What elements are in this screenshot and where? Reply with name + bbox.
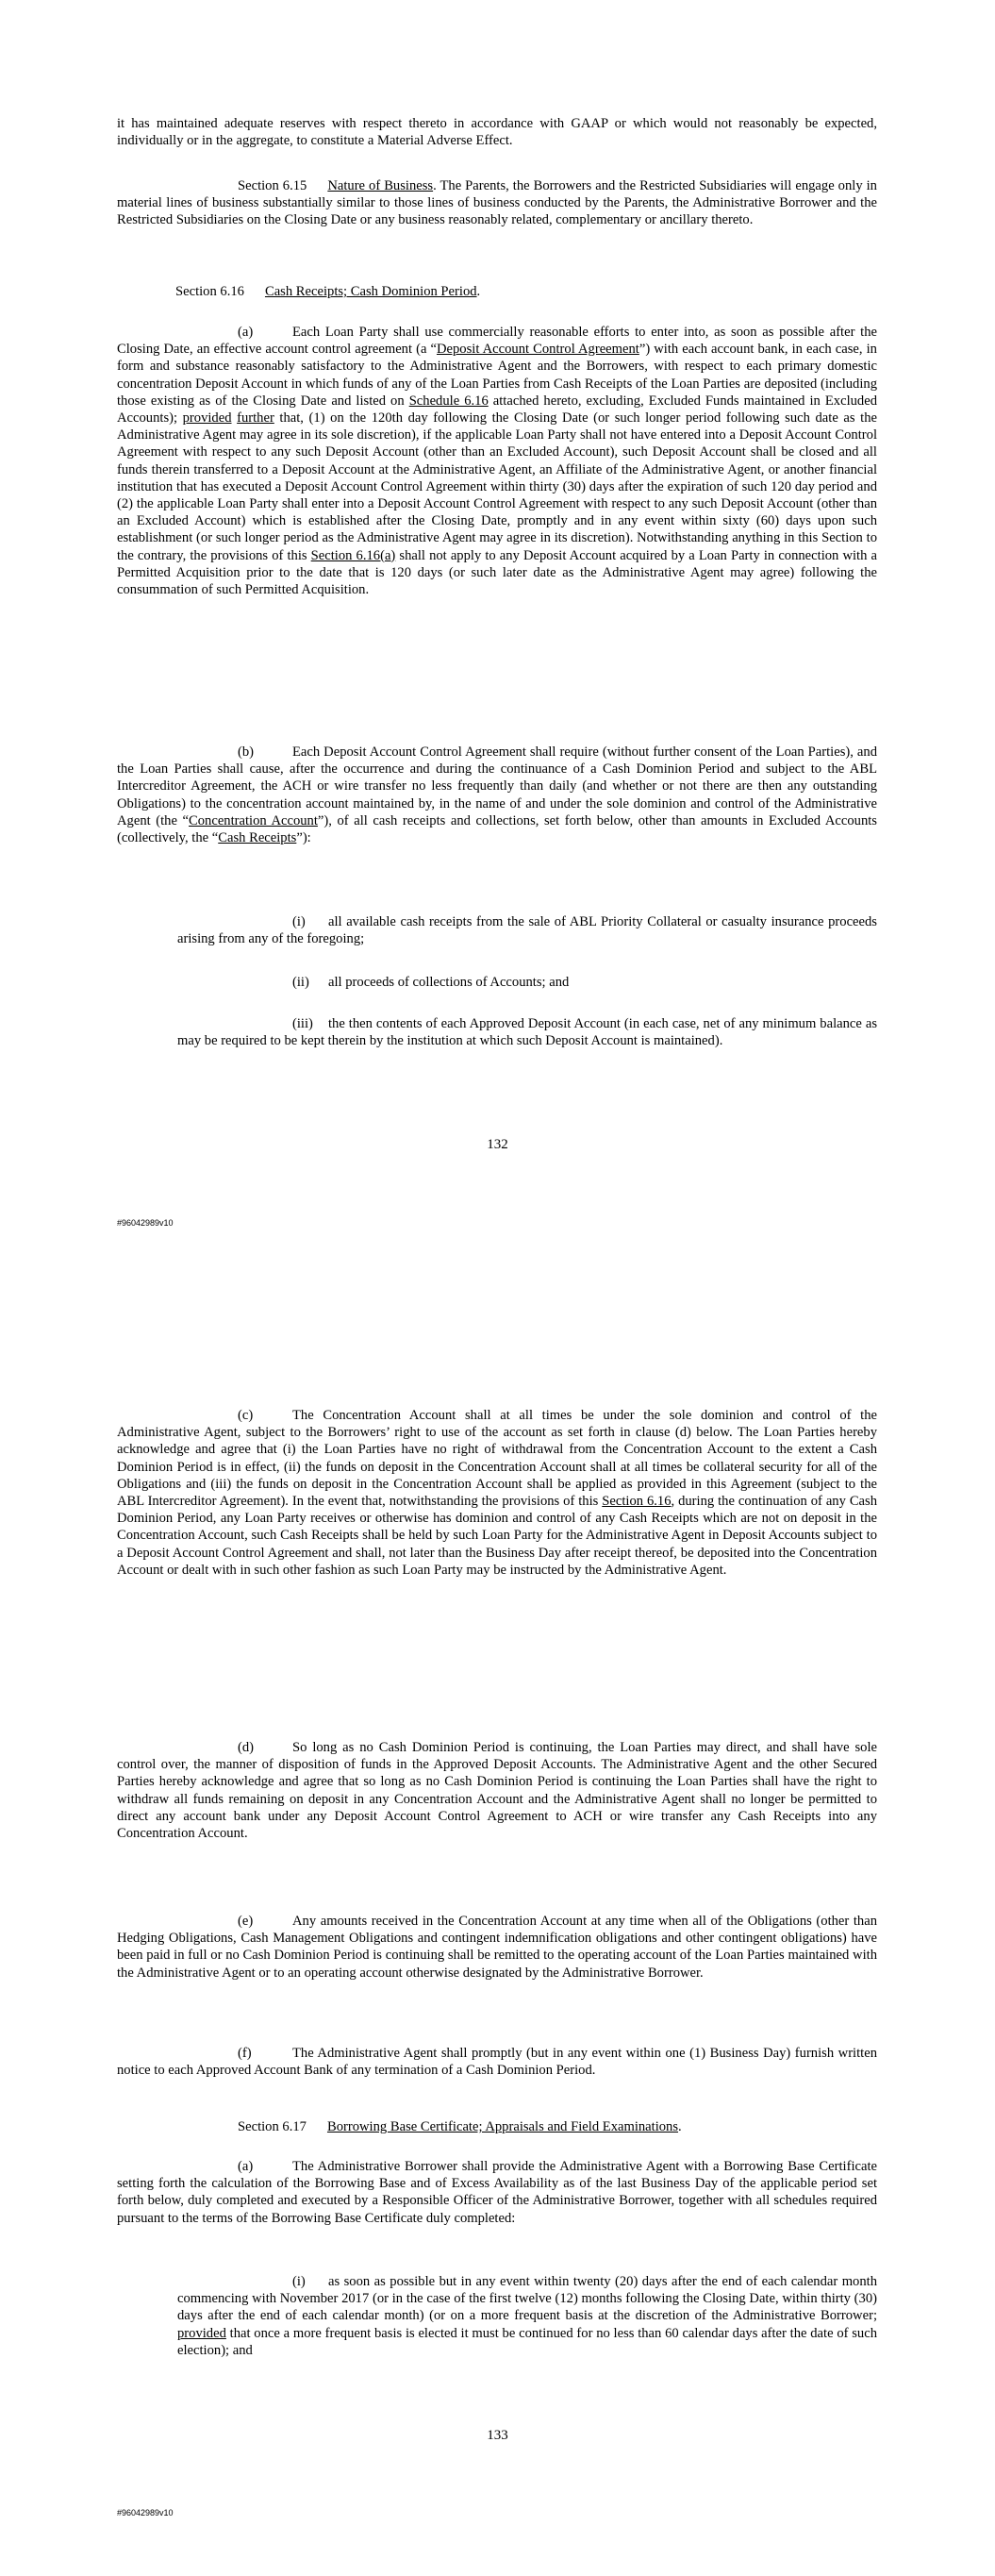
- subclause-marker: (iii): [292, 1016, 313, 1031]
- subclause-b-iii: (iii) the then contents of each Approved Deposit Account (in each case, net of any minimum balance as may be required to be kept therein by the institution at which such Deposit Account is maintained).: [177, 1016, 877, 1049]
- footer-doc-id: #96042989v10: [117, 2508, 174, 2517]
- footer-doc-id: #96042989v10: [117, 1218, 174, 1228]
- defined-term: Concentration Account: [189, 812, 318, 828]
- subclause-marker: (i): [292, 2274, 306, 2289]
- subclause-marker: (i): [292, 914, 306, 929]
- section-6-15: Section 6.15 Nature of Business. The Parents, the Borrowers and the Restricted Subsidiaries will engage only in material lines of business substantially similar to those lines of business conducted by the Parents, the Administrative Borrower and the Restricted Subsidiaries on the Closing Date or any business reasonably related, complementary or ancillary thereto.: [117, 178, 877, 228]
- page-133: [0, 1288, 995, 2576]
- clause-6-17-a: (a) The Administrative Borrower shall provide the Administrative Agent with a Borrowing Base Certificate setting forth the calculation of the Borrowing Base and of Excess Availability as of the last Business Day of the applicable period set forth below, duly completed and executed by a Responsible Officer of the Administrative Borrower, together with all schedules required pursuant to the terms of the Borrowing Base Certificate duly completed:: [117, 2159, 877, 2226]
- section-title: Borrowing Base Certificate; Appraisals and Field Examinations: [326, 2119, 679, 2134]
- page-number: 132: [487, 1137, 508, 1152]
- section-reference: Section 6.16: [602, 1494, 672, 1510]
- schedule-reference: Schedule 6.16: [408, 393, 489, 409]
- paragraph-intro: it has maintained adequate reserves with respect thereto in accordance with GAAP or which would not reasonably be expected, individually or in the aggregate, to constitute a Material Adverse Effect.: [117, 116, 877, 149]
- subclause-marker: (ii): [292, 975, 309, 990]
- clause-6-16-b: (b) Each Deposit Account Control Agreement shall require (without further consent of the Loan Parties), and the Loan Parties shall cause, after the occurrence and during the continuance of a Cash Dominion Period and subject to the ABL Intercreditor Agreement, the ACH or wire transfer no less frequently than daily (and whether or not there are then any outstanding Obligations) to the concentration account maintained by, in the name of and under the sole dominion and control of the Administrative Agent (the “Concentration Account”), of all cash receipts and collections, set forth below, other than amounts in Excluded Accounts (collectively, the “Cash Receipts”):: [117, 744, 877, 846]
- defined-term: Cash Receipts: [218, 830, 297, 846]
- section-6-16-heading: Section 6.16 Cash Receipts; Cash Dominion Period.: [175, 284, 481, 299]
- clause-marker: (f): [238, 2046, 252, 2061]
- clause-6-16-f: (f) The Administrative Agent shall promptly (but in any event within one (1) Business Day) furnish written notice to each Approved Account Bank of any termination of a Cash Dominion Period.: [117, 2046, 877, 2079]
- clause-marker: (e): [238, 1914, 254, 1929]
- section-title: Nature of Business: [327, 178, 434, 193]
- clause-marker: (a): [238, 2159, 254, 2174]
- clause-marker: (c): [238, 1408, 254, 1423]
- subclause-b-i: (i) all available cash receipts from the sale of ABL Priority Collateral or casualty insurance proceeds arising from any of the foregoing;: [177, 914, 877, 947]
- section-title: Cash Receipts; Cash Dominion Period: [264, 284, 477, 299]
- proviso-provided: provided: [177, 2325, 226, 2341]
- clause-6-16-d: (d) So long as no Cash Dominion Period is continuing, the Loan Parties may direct, and shall have sole control over, the manner of disposition of funds in the Approved Deposit Accounts. The Administrative Agent and the other Secured Parties hereby acknowledge and agree that so long as no Cash Dominion Period is continuing the Loan Parties shall have the right to withdraw all funds remaining on deposit in any Concentration Account and the Administrative Agent shall no longer be permitted to direct any account bank under any Deposit Account Control Agreement to ACH or wire transfer any Cash Receipts into any Concentration Account.: [117, 1740, 877, 1842]
- section-reference: Section 6.16(a): [310, 547, 396, 563]
- clause-marker: (b): [238, 744, 255, 760]
- section-6-17-heading: Section 6.17 Borrowing Base Certificate; Appraisals and Field Examinations.: [238, 2119, 682, 2134]
- clause-marker: (d): [238, 1740, 255, 1755]
- section-label: Section 6.15: [238, 178, 307, 193]
- clause-6-16-e: (e) Any amounts received in the Concentration Account at any time when all of the Obligations (other than Hedging Obligations, Cash Management Obligations and contingent indemnification obligations and other contingent obligations) have been paid in full or no Cash Dominion Period is continuing shall be remitted to the operating account of the Loan Parties maintained with the Administrative Agent or to an operating account otherwise designated by the Administrative Borrower.: [117, 1914, 877, 1981]
- clause-marker: (a): [238, 325, 254, 340]
- subclause-b-ii: (ii) all proceeds of collections of Accounts; and: [292, 975, 570, 990]
- page-number: 133: [487, 2428, 508, 2443]
- proviso-further: further: [237, 410, 274, 427]
- subclause-6-17-a-i: (i) as soon as possible but in any event within twenty (20) days after the end of each calendar month commencing with November 2017 (or in the case of the first twelve (12) months following the Closing Date, within thirty (30) days after the end of each calendar month) (or on a more frequent basis at the discretion of the Administrative Borrower; provided that once a more frequent basis is elected it must be continued for no less than 60 calendar days after the date of such election); and: [177, 2274, 877, 2358]
- clause-6-16-c: (c) The Concentration Account shall at all times be under the sole dominion and control of the Administrative Agent, subject to the Borrowers’ right to use of the account as set forth in clause (d) below. The Loan Parties hereby acknowledge and agree that (i) the Loan Parties have no right of withdrawal from the Concentration Account to the extent a Cash Dominion Period is in effect, (ii) the funds on deposit in the Concentration Account shall at all times be collateral security for all of the Obligations and (iii) the funds on deposit in the Concentration Account shall be applied as provided in this Agreement (subject to the ABL Intercreditor Agreement). In the event that, notwithstanding the provisions of this Section 6.16, during the continuation of any Cash Dominion Period, any Loan Party receives or otherwise has dominion and control of any Cash Receipts which are not on deposit in the Concentration Account, such Cash Receipts shall be held by such Loan Party for the Administrative Agent in Deposit Accounts subject to a Deposit Account Control Agreement and shall, not later than the Business Day after receipt thereof, be deposited into the Concentration Account or dealt with in such other fashion as such Loan Party may be instructed by the Administrative Agent.: [117, 1408, 878, 1578]
- proviso-provided: provided: [182, 410, 232, 427]
- section-label: Section 6.17: [238, 2119, 307, 2134]
- section-label: Section 6.16: [175, 284, 244, 299]
- clause-6-16-a: (a) Each Loan Party shall use commercially reasonable efforts to enter into, as soon as possible after the Closing Date, an effective account control agreement (a “Deposit Account Control Agreement”) with each account bank, in each case, in form and substance reasonably satisfactory to the Administrative Agent and the Borrowers, with respect to each primary domestic concentration Deposit Account in which funds of any of the Loan Parties from Cash Receipts of the Loan Parties are deposited (including those existing as of the Closing Date and listed on Schedule 6.16 attached hereto, excluding, Excluded Funds maintained in Excluded Accounts); provided further that, (1) on the 120th day following the Closing Date (or such longer period following such date as the Administrative Agent may agree in its sole discretion), if the applicable Loan Party shall not have entered into a Deposit Account Control Agreement with respect to any such Deposit Account (other than an Excluded Account), such Deposit Account shall be closed and all funds therein transferred to a Deposit Account at the Administrative Agent, an Affiliate of the Administrative Agent, or another financial institution that has executed a Deposit Account Control Agreement within thirty (30) days after the expiration of such 120 day period and (2) the applicable Loan Party shall enter into a Deposit Account Control Agreement with respect to any such Deposit Account (other than an Excluded Account) which is established after the Closing Date, promptly and in any event within sixty (60) days upon such establishment (or such longer period as the Administrative Agent may agree in its discretion). Notwithstanding anything in this Section to the contrary, the provisions of this Section 6.16(a) shall not apply to any Deposit Account acquired by a Loan Party in connection with a Permitted Acquisition prior to the date that is 120 days (or such later date as the Administrative Agent may agree) following the consummation of such Permitted Acquisition.: [117, 325, 877, 598]
- defined-term: Deposit Account Control Agreement: [436, 342, 639, 358]
